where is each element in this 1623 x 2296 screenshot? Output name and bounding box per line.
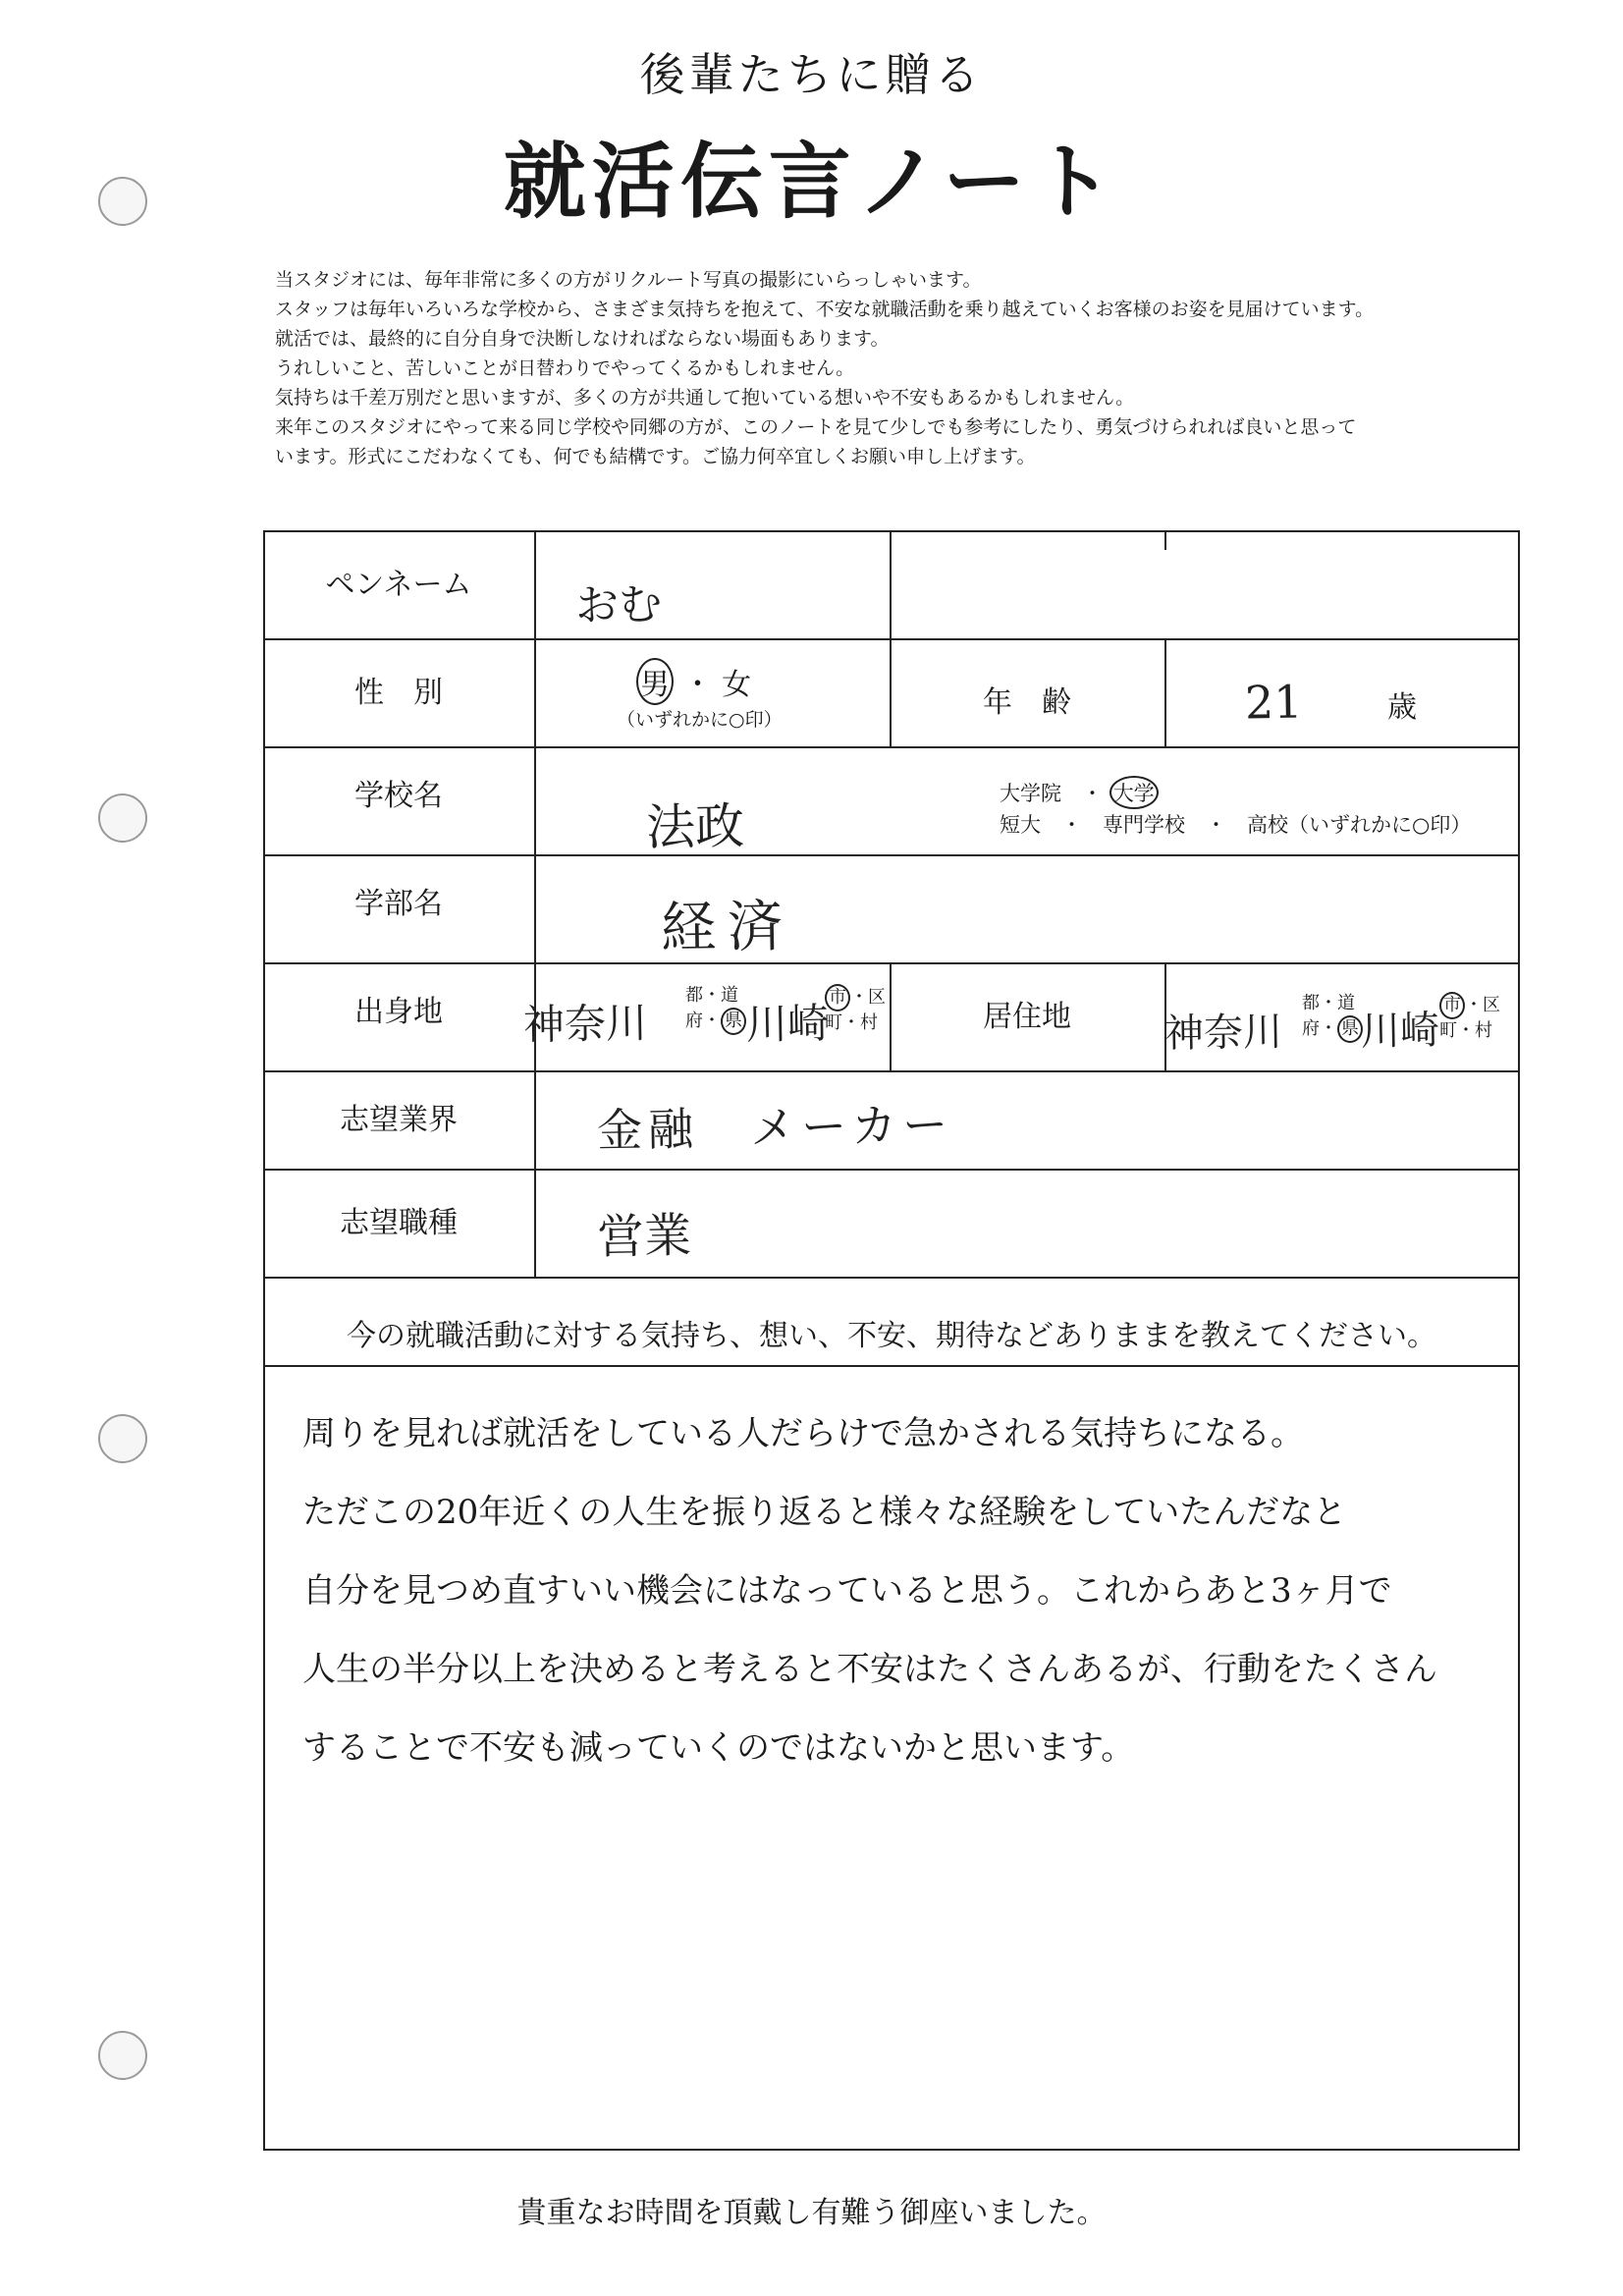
row-divider (263, 1070, 1520, 1072)
row-divider (263, 746, 1520, 748)
industry-label: 志望業界 (340, 1103, 458, 1137)
residence-pref-line2 (1302, 1015, 1363, 1043)
hometown-city-line2: 町・村 (825, 1012, 878, 1033)
residence-pref-suffix (1302, 992, 1363, 1043)
intro-line: スタッフは毎年いろいろな学校から、さまざま気持ちを抱えて、不安な就職活動を乗り越えていくお客様のお姿を見届けています。 (275, 299, 1375, 320)
gender-options (636, 658, 751, 705)
gender-note: （いずれかに○印） (617, 709, 783, 731)
gender-label: 性 別 (354, 676, 443, 710)
intro-line: 就活では、最終的に自分自身で決断しなければならない場面もあります。 (275, 328, 890, 350)
row-divider (263, 854, 1520, 856)
hometown-city-ku: ・区 (850, 987, 886, 1008)
message-line: ただこの20年近くの人生を振り返ると様々な経験をしていたんだなと (302, 1493, 1347, 1532)
faculty-value: 経済 (660, 894, 795, 961)
message-line: することで不安も減っていくのではないかと思います。 (302, 1728, 1135, 1768)
hometown-city-shi-circled: 市 (825, 984, 850, 1011)
residence-city-ku: ・区 (1465, 995, 1500, 1015)
residence-pref-ken-circled: 県 (1337, 1015, 1363, 1043)
residence-label: 居住地 (983, 1000, 1071, 1034)
message-line: 周りを見れば就活をしている人だらけで急かされる気持ちになる。 (302, 1414, 1304, 1453)
intro-line: 来年このスタジオにやって来る同じ学校や同郷の方が、このノートを見て少しでも参考にしたり、勇気づけられれば良いと思って (275, 416, 1357, 438)
hometown-pref-value: 神奈川 (522, 998, 648, 1050)
intro-line: うれしいこと、苦しいことが日替わりでやってくるかもしれません。 (275, 357, 855, 379)
school-type-line2: 短大 ・ 専門学校 ・ 高校（いずれかに○印） (1000, 813, 1472, 837)
school-type-univ-circled: 大学 (1109, 776, 1159, 809)
hometown-city-suffix (825, 984, 886, 1035)
school-label: 学校名 (354, 779, 443, 813)
gender-separator: ・ (682, 668, 713, 702)
intro-text (275, 265, 1591, 471)
row-divider (263, 1365, 1520, 1367)
page-title: 就活伝言ノート (503, 134, 1120, 230)
row-divider (263, 1169, 1520, 1171)
form-border (263, 530, 1520, 532)
hometown-pref-line2 (685, 1008, 746, 1035)
school-type-line1 (1000, 776, 1159, 809)
row-divider (263, 1277, 1520, 1279)
hometown-pref-suffix (685, 984, 746, 1035)
residence-pref-fu: 府・ (1302, 1018, 1337, 1039)
industry-value: 金融 メーカー (596, 1097, 954, 1158)
penname-value: おむ (574, 579, 663, 631)
intro-line: 当スタジオには、毎年非常に多くの方がリクルート写真の撮影にいらっしゃいます。 (275, 269, 982, 291)
question-prompt: 今の就職活動に対する気持ち、想い、不安、期待などありままを教えてください。 (347, 1319, 1436, 1353)
faculty-label: 学部名 (354, 887, 443, 921)
residence-city-line1 (1439, 992, 1500, 1019)
penname-label: ペンネーム (325, 568, 472, 602)
hometown-pref-line1: 都・道 (685, 985, 738, 1006)
residence-city-value: 川崎 (1360, 1008, 1440, 1055)
binder-hole (98, 1414, 147, 1463)
column-divider (1164, 638, 1166, 746)
school-value: 法政 (645, 797, 745, 856)
binder-hole (98, 2031, 147, 2080)
intro-line: います。形式にこだわなくても、何でも結構です。ご協力何卒宜しくお願い申し上げます。 (275, 446, 1036, 467)
residence-city-shi-circled: 市 (1439, 992, 1465, 1019)
residence-city-suffix (1439, 992, 1500, 1043)
age-unit: 歳 (1387, 690, 1417, 725)
residence-pref-value: 神奈川 (1163, 1009, 1283, 1058)
gender-female: 女 (722, 668, 752, 702)
column-divider (890, 530, 892, 638)
column-divider (1164, 530, 1166, 550)
form-table (263, 530, 1520, 2151)
hometown-label: 出身地 (354, 995, 443, 1029)
hometown-pref-fu: 府・ (685, 1011, 721, 1031)
age-label: 年 齢 (983, 685, 1071, 720)
hometown-city-line1 (825, 984, 886, 1011)
column-divider (534, 530, 536, 1277)
message-line: 自分を見つめ直すいい機会にはなっていると思う。これからあと3ヶ月で (302, 1571, 1392, 1611)
form-border (263, 2149, 1520, 2151)
footer-thanks: 貴重なお時間を頂戴し有難う御座いました。 (516, 2196, 1107, 2230)
hometown-pref-ken-circled: 県 (721, 1008, 746, 1035)
binder-hole (98, 793, 147, 843)
row-divider (263, 638, 1520, 640)
school-type-grad: 大学院 ・ (1000, 782, 1103, 805)
intro-line: 気持ちは千差万別だと思いますが、多くの方が共通して抱いている想いや不安もあるかもしれません。 (275, 387, 1135, 409)
hometown-city-value: 川崎 (745, 999, 830, 1049)
residence-pref-line1: 都・道 (1302, 993, 1355, 1013)
page-subtitle: 後輩たちに贈る (639, 48, 984, 101)
row-divider (263, 962, 1520, 964)
job-value: 営業 (596, 1208, 692, 1265)
gender-male-circled: 男 (636, 658, 674, 705)
message-line: 人生の半分以上を決めると考えると不安はたくさんあるが、行動をたくさん (302, 1650, 1437, 1689)
residence-city-line2: 町・村 (1439, 1020, 1492, 1041)
age-value: 21 (1244, 675, 1304, 730)
job-label: 志望職種 (340, 1206, 458, 1240)
message-body (302, 1394, 1520, 1787)
